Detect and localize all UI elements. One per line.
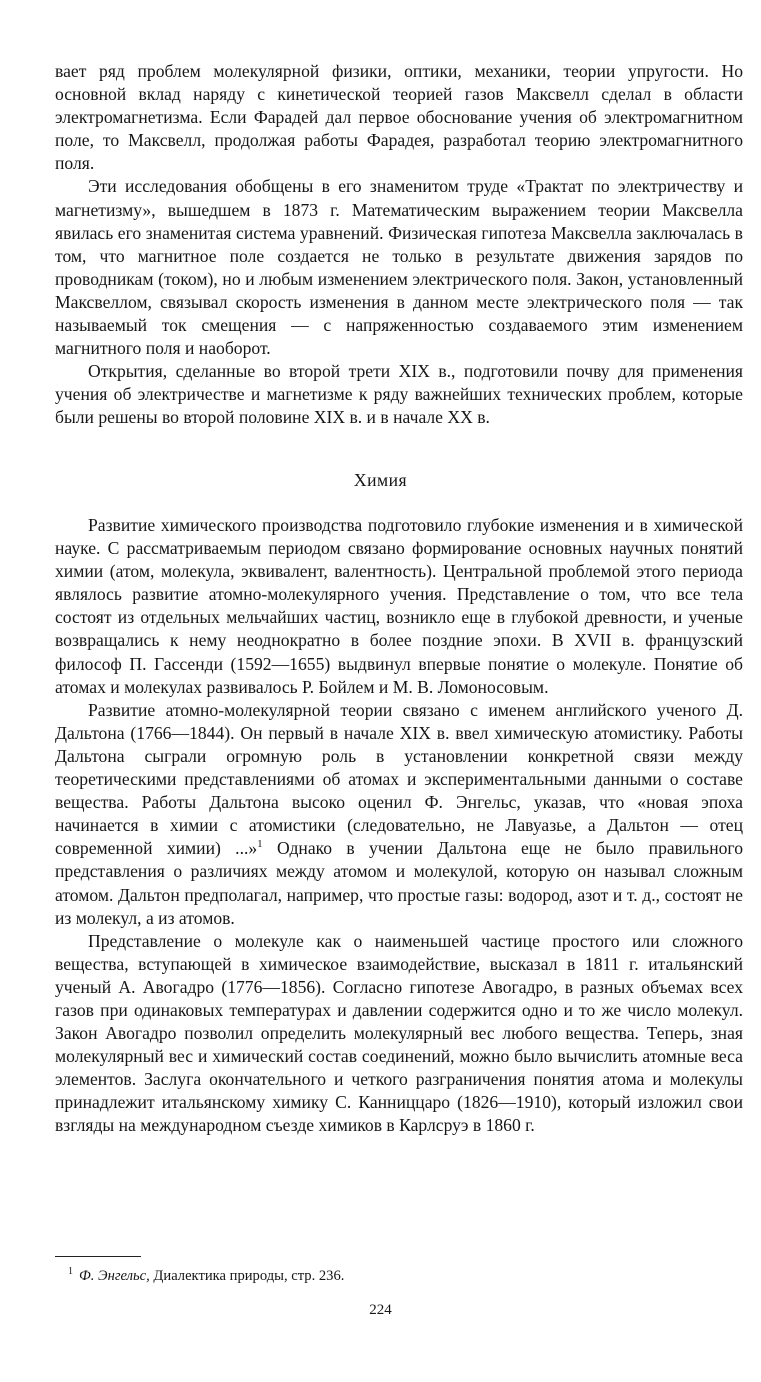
footnote-number: 1 bbox=[68, 1266, 73, 1277]
paragraph: Представление о молекуле как о наименьшей частице простого или сложного вещества, вступающей в химическое взаимодействие, высказал в 1811 г. итальянский ученый А. Авогадро (1776—1856). Согласно гипотезе Авогадро, в разных объемах всех газов при одинаковых температурах и давлении содержится одно и то же число молекул. Закон Авогадро позволил определить молекулярный вес любого вещества. Теперь, зная молекулярный вес и химический состав соединений, можно было вычислить атомные веса элементов. Заслуга окончательного и четкого разграничения понятия атома и молекулы принадлежит итальянскому химику С. Канниццаро (1826—1910), который изложил свои взгляды на международном съезде химиков в Карлсруэ в 1860 г. bbox=[55, 930, 743, 1136]
paragraph: вает ряд проблем молекулярной физики, оптики, механики, теории упругости. Но основной вклад наряду с кинетической теорией газов Максвелл сделал в области электромагнетизма. Если Фарадей дал первое обоснование учения об электромагнитном поле, то Максвелл, продолжая работы Фарадея, разработал теорию электромагнитного поля. bbox=[55, 61, 743, 174]
footnote-text: Диалектика природы, стр. 236. bbox=[149, 1267, 345, 1284]
footnote-author: Ф. Энгельс, bbox=[79, 1267, 150, 1284]
page-number: 224 bbox=[369, 1302, 392, 1318]
text-block-top bbox=[55, 60, 743, 430]
footnote-marker: 1 bbox=[257, 838, 263, 851]
paragraph-text: Развитие атомно-молекулярной теории связано с именем английского ученого Д. Дальтона (1766—1844). Он первый в начале XIX в. ввел химическую атомистику. Работы Дальтона сыграли огромную роль в установлении конкретной связи между теоретическими представлениями об атомах и экспериментальными данными о составе вещества. Работы Дальтона высоко оценил Ф. Энгельс, указав, что «новая эпоха начинается в химии с атомистики (следовательно, не Лавуазье, а Дальтон — отец современной химии) ...» bbox=[55, 699, 743, 859]
paragraph: Эти исследования обобщены в его знаменитом труде «Трактат по электричеству и магнетизму», вышедшем в 1873 г. Математическим выражением теории Максвелла явилась его знаменитая система уравнений. Физическая гипотеза Максвелла заключалась в том, что магнитное поле создается не только в результате движения зарядов по проводникам (током), но и любым изменением электрического поля. Закон, установленный Максвеллом, связывал скорость изменения в данном месте электрического поля — так называемый ток смещения — с напряженностью создаваемого этим изменением магнитного поля и наоборот. bbox=[55, 176, 743, 359]
paragraph: Открытия, сделанные во второй трети XIX в., подготовили почву для применения учения об электричестве и магнетизме к ряду важнейших технических проблем, которые были решены во второй половине XIX в. и в начале XX в. bbox=[55, 361, 743, 428]
paragraph: Развитие химического производства подготовило глубокие изменения и в химической науке. С рассматриваемым периодом связано формирование основных научных понятий химии (атом, молекула, эквивалент, валентность). Центральной проблемой этого периода являлось развитие атомно-молекулярного учения. Представление о том, что все тела состоят из отдельных мельчайших частиц, возникло еще в глубокой древности, и ученые возвращались к нему неоднократно в более поздние эпохи. В XVII в. французский философ П. Гассенди (1592—1655) выдвинул впервые понятие о молекуле. Понятие об атомах и молекулах развивалось Р. Бойлем и М. В. Ломоносовым. bbox=[55, 515, 743, 697]
footnote bbox=[68, 1262, 743, 1286]
paragraph bbox=[55, 699, 743, 930]
section-heading: Химия bbox=[353, 470, 408, 490]
footnote-divider bbox=[55, 1256, 141, 1257]
text-block-bottom bbox=[55, 514, 743, 1138]
paragraph-text: Однако в учении Дальтона еще не было правильного представления о различиях между атомом и молекулой, которую он называл сложным атомом. Дальтон предполагал, например, что простые газы: водород, азот и т. д., состоят не из молекул, а из атомов. bbox=[55, 838, 743, 928]
